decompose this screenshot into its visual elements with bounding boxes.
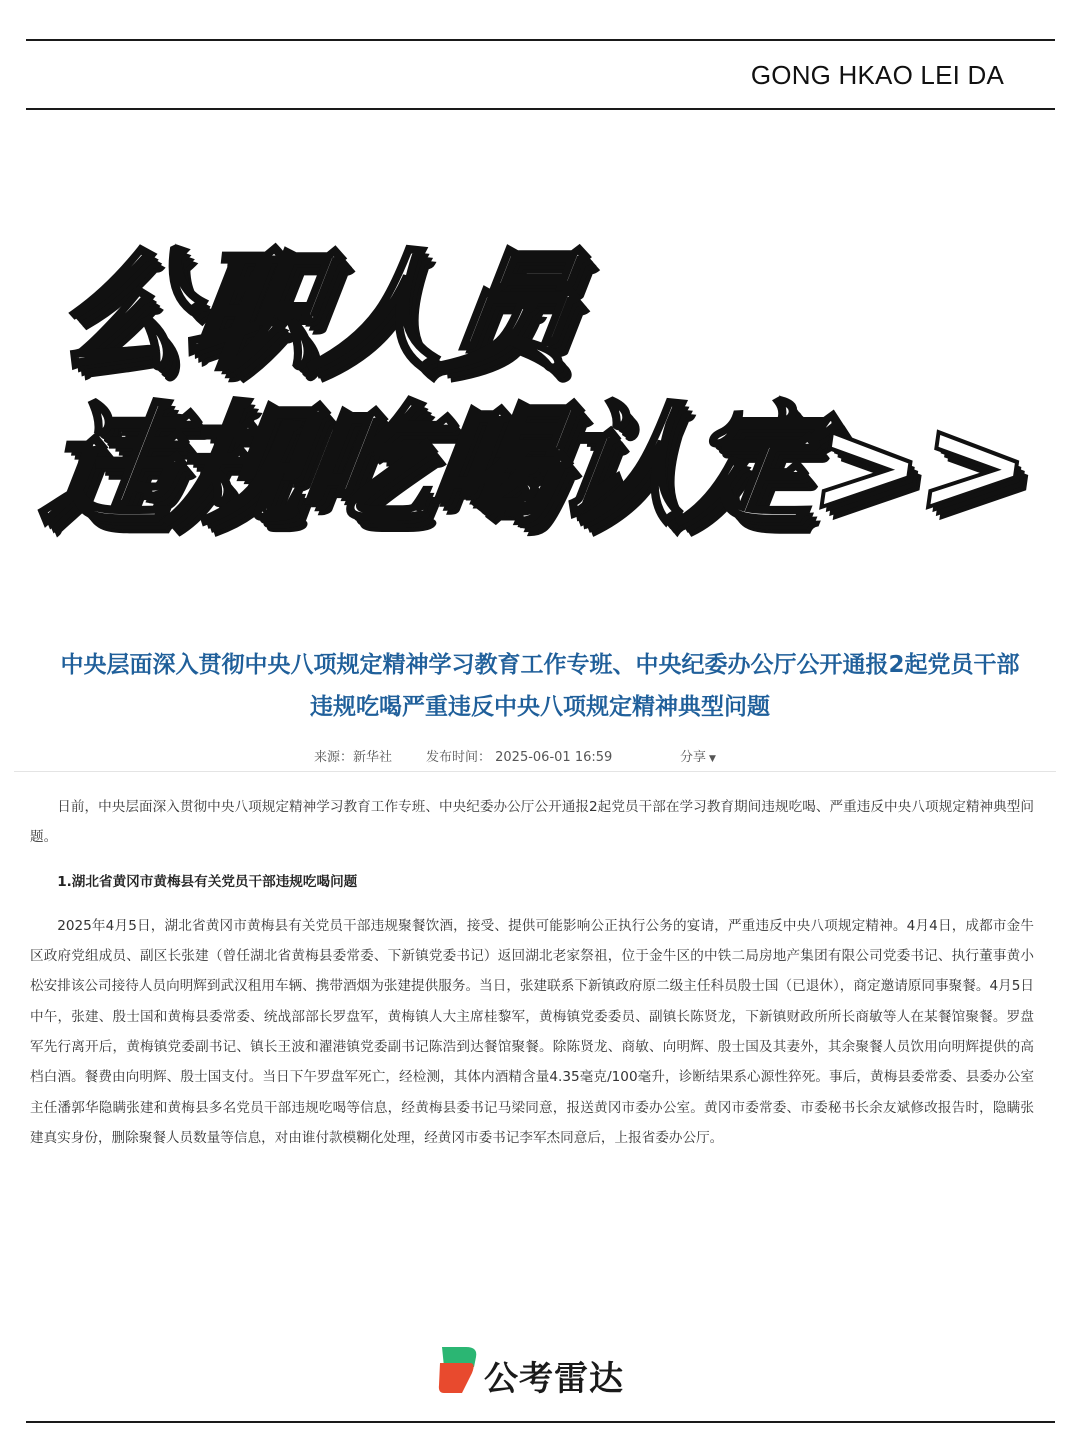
- section-heading: 1.湖北省黄冈市黄梅县有关党员干部违规吃喝问题: [57, 873, 358, 890]
- article-intro: 日前，中央层面深入贯彻中央八项规定精神学习教育工作专班、中央纪委办公厅公开通报2起党员干部在学习教育期间违规吃喝、严重违反中央八项规定精神典型问题。: [30, 799, 1034, 846]
- caret-down-icon: ▼: [709, 754, 716, 764]
- hero-title-line-1: 公职人员: [48, 235, 583, 389]
- article-paragraph: 2025年4月5日，湖北省黄冈市黄梅县有关党员干部违规聚餐饮酒，接受、提供可能影响公正执行公务的宴请，严重违反中央八项规定精神。4月4日，成都市金牛区政府党组成员、副区长张建（曾任湖北省黄梅县委常委、下新镇党委书记）返回湖北老家祭祖，位于金牛区的中铁二局房地产集团有限公司党委书记、执行董事黄小松安排该公司接待人员向明辉到武汉租用车辆、携带酒烟为张建提供服务。当日，张建联系下新镇政府原二级主任科员殷士国（已退休），商定邀请原同事聚餐。4月5日中午，张建、殷士国和黄梅县委常委、统战部部长罗盘军，黄梅镇人大主席桂黎军，黄梅镇党委委员、副镇长陈贤龙，下新镇财政所所长商敏等人在某餐馆聚餐。罗盘军先行离开后，黄梅镇党委副书记、镇长王波和濯港镇党委副书记陈浩到达餐馆聚餐。除陈贤龙、商敏、向明辉、殷士国及其妻外，其余聚餐人员饮用向明辉提供的高档白酒。餐费由向明辉、殷士国支付。当日下午罗盘军死亡，经检测，其体内酒精含量4.35毫克/100毫升，诊断结果系心源性猝死。事后，黄梅县委常委、县委办公室主任潘郭华隐瞒张建和黄梅县多名党员干部违规吃喝等信息，经黄梅县委书记马梁同意，报送黄冈市委办公室。黄冈市委常委、市委秘书长余友斌修改报告时，隐瞒张建真实身份，删除聚餐人员数量等信息，对由谁付款模糊化处理，经黄冈市委书记李军杰同意后，上报省委办公厅。: [30, 917, 1034, 1146]
- logo-text: 公考雷达: [484, 1359, 624, 1399]
- radar-logo-icon: [436, 1345, 480, 1395]
- hero-title: [36, 232, 1066, 552]
- top-rule: [26, 39, 1055, 41]
- brand-english-name: GONG HKAO LEI DA: [750, 60, 1004, 90]
- article-title-line-2: 违规吃喝严重违反中央八项规定精神典型问题: [310, 694, 770, 720]
- article-publish-time: 发布时间： 2025-06-01 16:59: [426, 750, 613, 765]
- share-label: 分享: [680, 750, 707, 765]
- hero-title-line-2: 违规吃喝认定>>: [34, 389, 1038, 543]
- article-meta: [14, 742, 1066, 768]
- header-bottom-rule: [26, 108, 1055, 110]
- article-title: [14, 644, 1066, 728]
- meta-divider: [14, 771, 1056, 772]
- share-button[interactable]: [680, 746, 716, 765]
- bottom-rule: [26, 1421, 1055, 1423]
- article-source: 来源：新华社: [314, 750, 393, 765]
- article-body: [30, 792, 1034, 1153]
- article-title-line-1: 中央层面深入贯彻中央八项规定精神学习教育工作专班、中央纪委办公厅公开通报2起党员干部: [60, 652, 1020, 678]
- footer-logo: [436, 1343, 636, 1399]
